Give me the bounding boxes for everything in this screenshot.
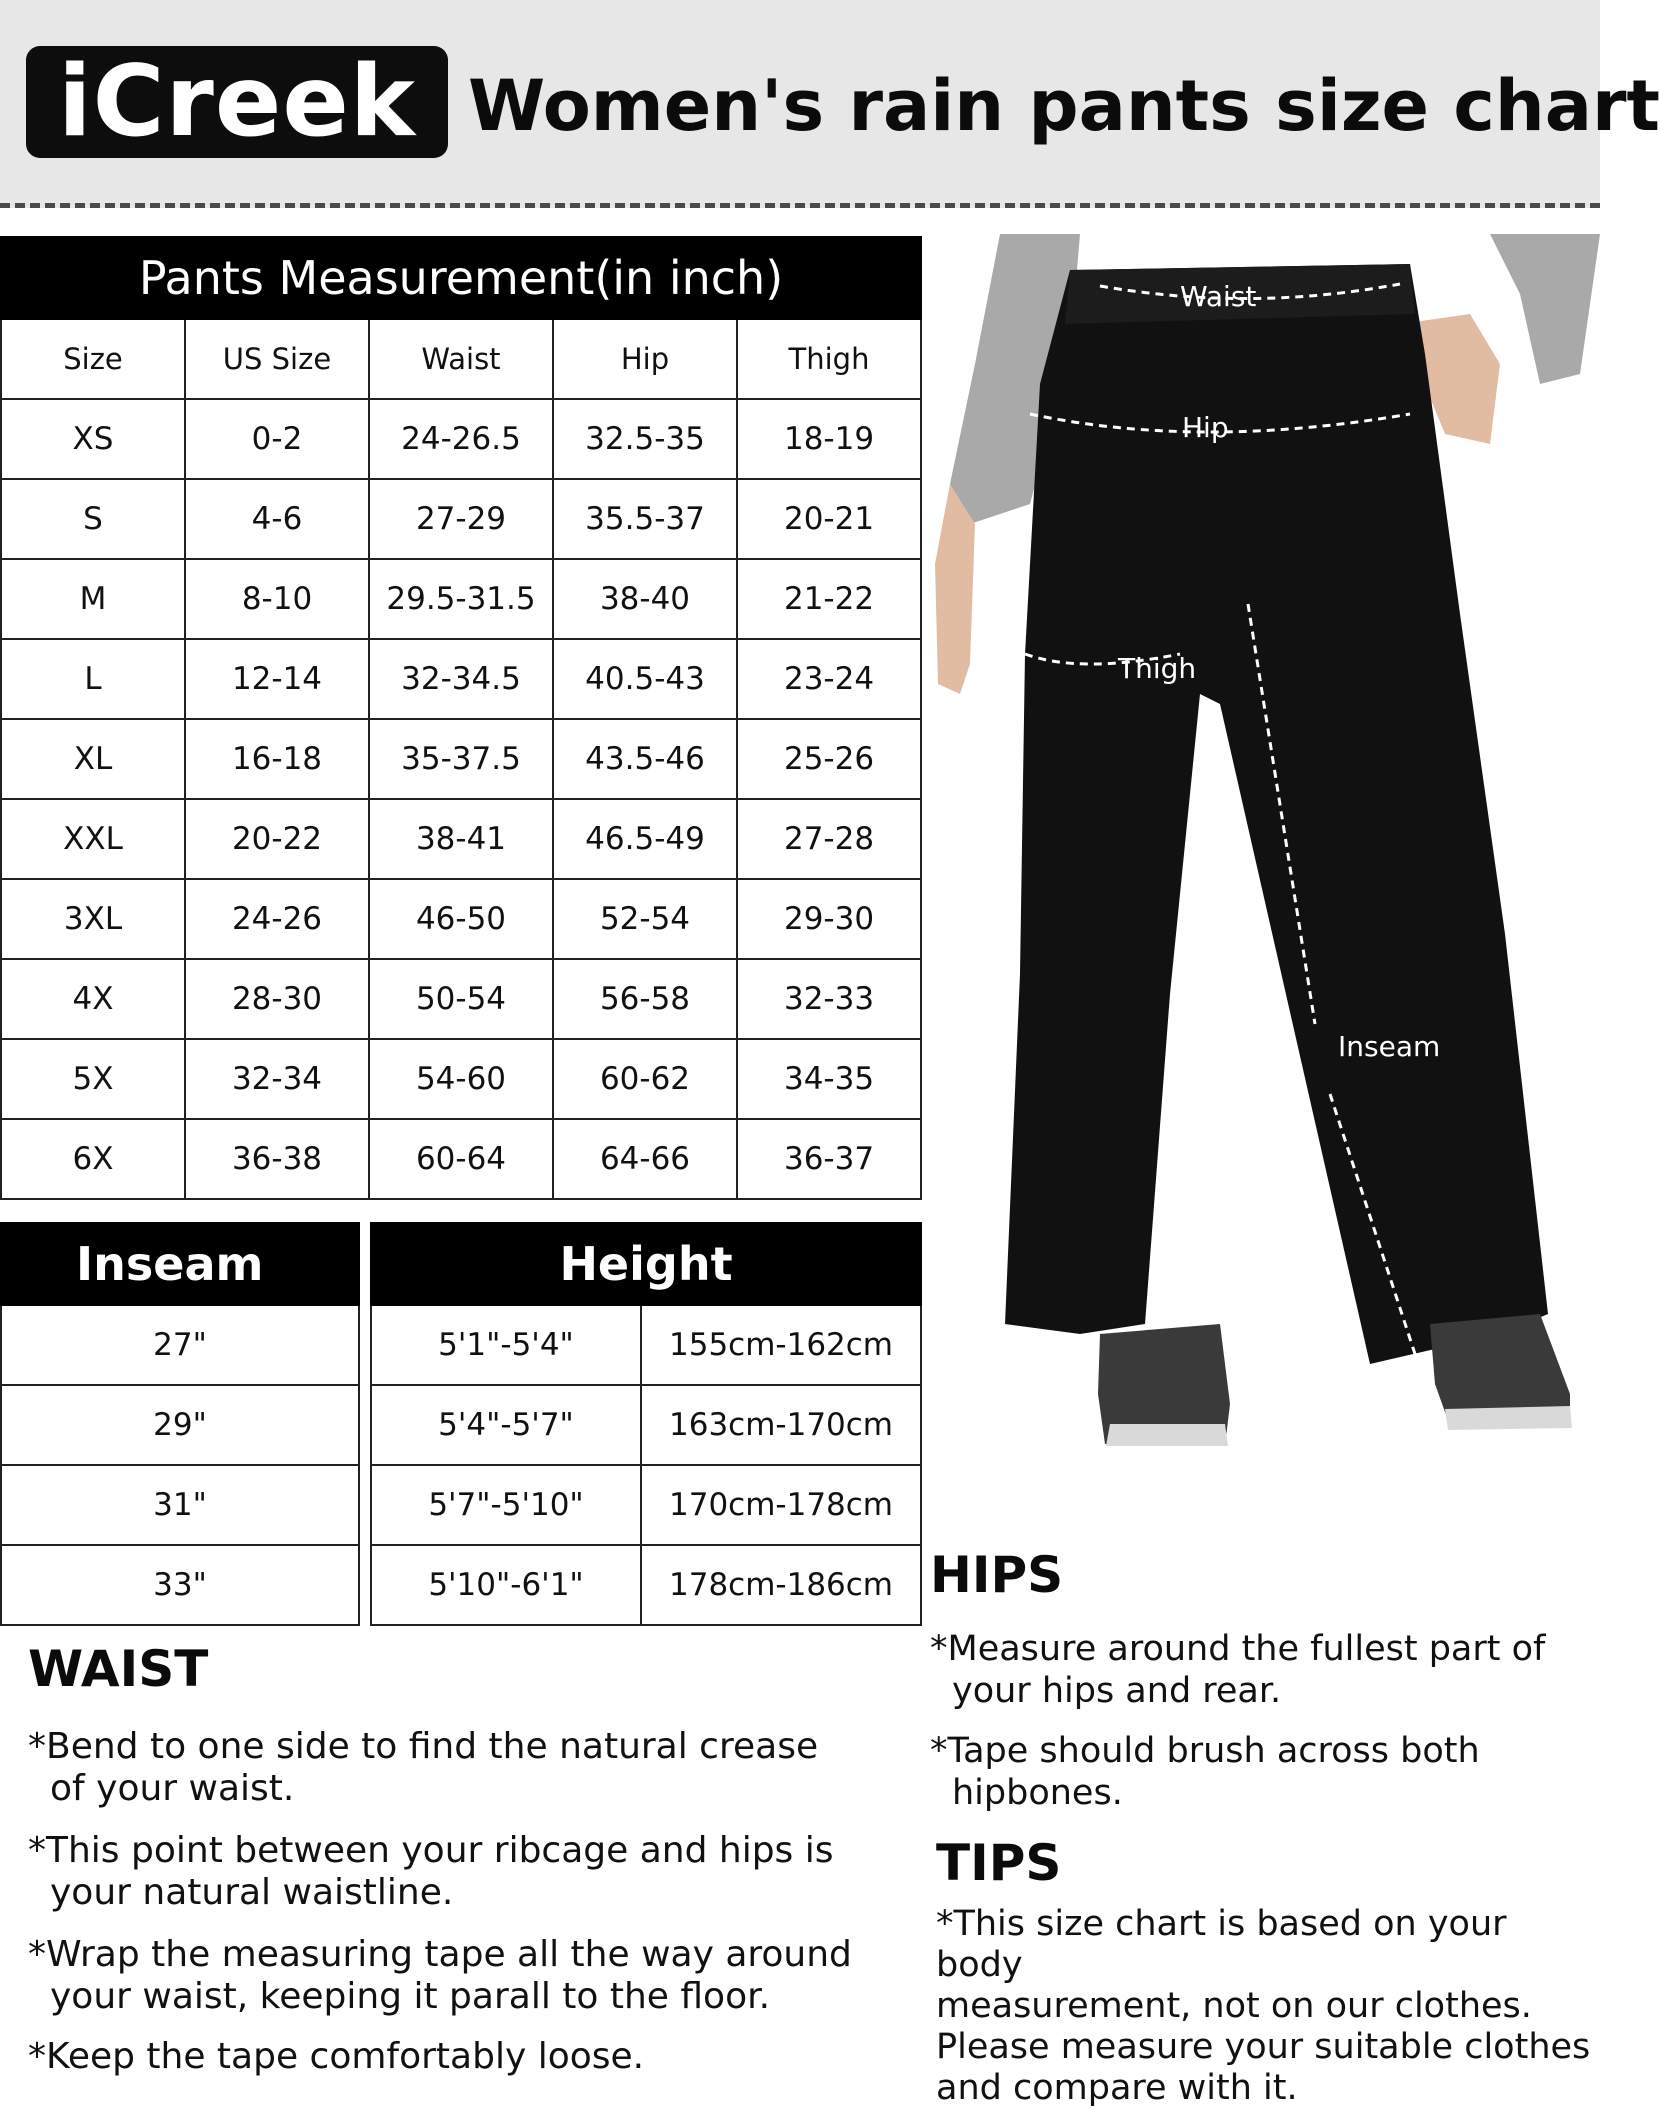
table-cell: 36-38	[185, 1119, 369, 1199]
table-row	[1, 639, 921, 719]
table-row	[1, 559, 921, 639]
tips-line: measurement, not on our clothes.	[936, 1986, 1532, 2026]
table-row	[1, 1545, 359, 1625]
pants-illustration	[930, 234, 1600, 1546]
table-row	[1, 1119, 921, 1199]
table-cell: 20-22	[185, 799, 369, 879]
waist-instruction	[28, 1934, 852, 2018]
table-cell: XL	[1, 719, 185, 799]
tips-line: Please measure your suitable clothes	[936, 2027, 1591, 2067]
waist-section-title: WAIST	[28, 1640, 209, 1698]
table-row	[1, 1039, 921, 1119]
table-cell: 43.5-46	[553, 719, 737, 799]
table-cell: 28-30	[185, 959, 369, 1039]
waist-label: Waist	[1180, 280, 1257, 313]
table-cell: 60-62	[553, 1039, 737, 1119]
table-cell: 5'4"-5'7"	[371, 1385, 641, 1465]
inseam-table-title: Inseam	[1, 1223, 359, 1305]
table-cell: 29-30	[737, 879, 921, 959]
table-cell: XS	[1, 399, 185, 479]
table-cell: 35-37.5	[369, 719, 553, 799]
column-header: US Size	[185, 319, 369, 399]
table-cell: 25-26	[737, 719, 921, 799]
instruction-line: your waist, keeping it parall to the floor.	[50, 1976, 771, 2017]
table-cell: 46.5-49	[553, 799, 737, 879]
table-cell: 12-14	[185, 639, 369, 719]
instruction-line: hipbones.	[952, 1773, 1123, 1813]
table-row	[371, 1465, 921, 1545]
thigh-label: Thigh	[1118, 652, 1197, 685]
table-row	[1, 1305, 359, 1385]
height-table	[370, 1222, 922, 1626]
table-cell: 5'7"-5'10"	[371, 1465, 641, 1545]
table-cell: 38-41	[369, 799, 553, 879]
table-row	[371, 1305, 921, 1385]
table-cell: 21-22	[737, 559, 921, 639]
table-cell: 60-64	[369, 1119, 553, 1199]
instruction-line: *Bend to one side to find the natural crease	[28, 1726, 819, 1767]
waist-instruction	[28, 1726, 818, 1810]
table-cell: 20-21	[737, 479, 921, 559]
sleeve-shape	[1490, 234, 1600, 384]
table-cell: 40.5-43	[553, 639, 737, 719]
inseam-table	[0, 1222, 360, 1626]
table-cell: 32-34.5	[369, 639, 553, 719]
table-cell: 35.5-37	[553, 479, 737, 559]
table-cell: 5'10"-6'1"	[371, 1545, 641, 1625]
waist-instruction	[28, 2036, 644, 2078]
hips-section-title: HIPS	[930, 1546, 1064, 1604]
table-cell: 4-6	[185, 479, 369, 559]
instruction-line: *Measure around the fullest part of	[930, 1629, 1546, 1669]
table-cell: 46-50	[369, 879, 553, 959]
table-cell: 36-37	[737, 1119, 921, 1199]
page-title: Women's rain pants size chart	[468, 65, 1660, 147]
table-cell: 163cm-170cm	[641, 1385, 921, 1465]
table-cell: 4X	[1, 959, 185, 1039]
instruction-line: your hips and rear.	[952, 1671, 1282, 1711]
inseam-label: Inseam	[1338, 1030, 1441, 1063]
table-cell: 6X	[1, 1119, 185, 1199]
table-cell: 8-10	[185, 559, 369, 639]
pants-photo	[930, 234, 1600, 1546]
table-cell: 56-58	[553, 959, 737, 1039]
tips-line: *This size chart is based on your body	[936, 1904, 1507, 1985]
arm-shape	[935, 484, 975, 694]
table-cell: XXL	[1, 799, 185, 879]
column-header: Size	[1, 319, 185, 399]
waist-instruction	[28, 1830, 834, 1914]
table-cell: 32.5-35	[553, 399, 737, 479]
tips-line: and compare with it.	[936, 2068, 1298, 2108]
table-cell: L	[1, 639, 185, 719]
table-cell: 5'1"-5'4"	[371, 1305, 641, 1385]
column-header: Waist	[369, 319, 553, 399]
table-cell: 16-18	[185, 719, 369, 799]
table-cell: 34-35	[737, 1039, 921, 1119]
table-cell: 29"	[1, 1385, 359, 1465]
table-row	[1, 799, 921, 879]
table-cell: 52-54	[553, 879, 737, 959]
table-cell: 32-33	[737, 959, 921, 1039]
column-header: Hip	[553, 319, 737, 399]
header-banner	[0, 0, 1660, 208]
table-cell: M	[1, 559, 185, 639]
table-cell: 3XL	[1, 879, 185, 959]
table-cell: 33"	[1, 1545, 359, 1625]
table-cell: 54-60	[369, 1039, 553, 1119]
table-cell: 5X	[1, 1039, 185, 1119]
measurement-table-caption: Pants Measurement(in inch)	[1, 237, 921, 319]
table-cell: 31"	[1, 1465, 359, 1545]
table-cell: 27"	[1, 1305, 359, 1385]
table-cell: 27-29	[369, 479, 553, 559]
table-cell: 178cm-186cm	[641, 1545, 921, 1625]
table-cell: 24-26.5	[369, 399, 553, 479]
table-cell: 18-19	[737, 399, 921, 479]
table-cell: 155cm-162cm	[641, 1305, 921, 1385]
table-cell: 50-54	[369, 959, 553, 1039]
table-cell: 32-34	[185, 1039, 369, 1119]
table-cell: 38-40	[553, 559, 737, 639]
table-cell: 0-2	[185, 399, 369, 479]
shoe-sole-shape	[1106, 1424, 1228, 1446]
table-row	[1, 719, 921, 799]
table-cell: 170cm-178cm	[641, 1465, 921, 1545]
table-cell: 23-24	[737, 639, 921, 719]
table-row	[371, 1385, 921, 1465]
instruction-line: *This point between your ribcage and hips is	[28, 1830, 834, 1871]
table-row	[1, 879, 921, 959]
table-row	[1, 399, 921, 479]
header-dashed-divider	[0, 203, 1600, 208]
instruction-line: of your waist.	[50, 1768, 295, 1809]
shoe-sole-shape	[1445, 1406, 1572, 1430]
brand-logo: iCreek	[26, 46, 448, 158]
table-cell: 27-28	[737, 799, 921, 879]
hip-label: Hip	[1182, 411, 1229, 444]
table-cell: 64-66	[553, 1119, 737, 1199]
hips-instruction	[930, 1730, 1480, 1814]
table-cell: 29.5-31.5	[369, 559, 553, 639]
table-row	[1, 1385, 359, 1465]
table-row	[1, 479, 921, 559]
instruction-line: *Keep the tape comfortably loose.	[28, 2036, 645, 2077]
hips-instruction	[930, 1628, 1545, 1712]
instruction-line: your natural waistline.	[50, 1872, 454, 1913]
pants-measurement-table	[0, 236, 922, 1200]
table-cell: 24-26	[185, 879, 369, 959]
instruction-line: *Tape should brush across both	[930, 1731, 1480, 1771]
height-table-title: Height	[371, 1223, 921, 1305]
tips-text	[936, 1904, 1600, 2109]
table-cell: S	[1, 479, 185, 559]
table-row	[1, 959, 921, 1039]
instruction-line: *Wrap the measuring tape all the way around	[28, 1934, 852, 1975]
measurement-header-row	[1, 319, 921, 399]
table-row	[371, 1545, 921, 1625]
table-row	[1, 1465, 359, 1545]
column-header: Thigh	[737, 319, 921, 399]
tips-section-title: TIPS	[936, 1834, 1062, 1892]
